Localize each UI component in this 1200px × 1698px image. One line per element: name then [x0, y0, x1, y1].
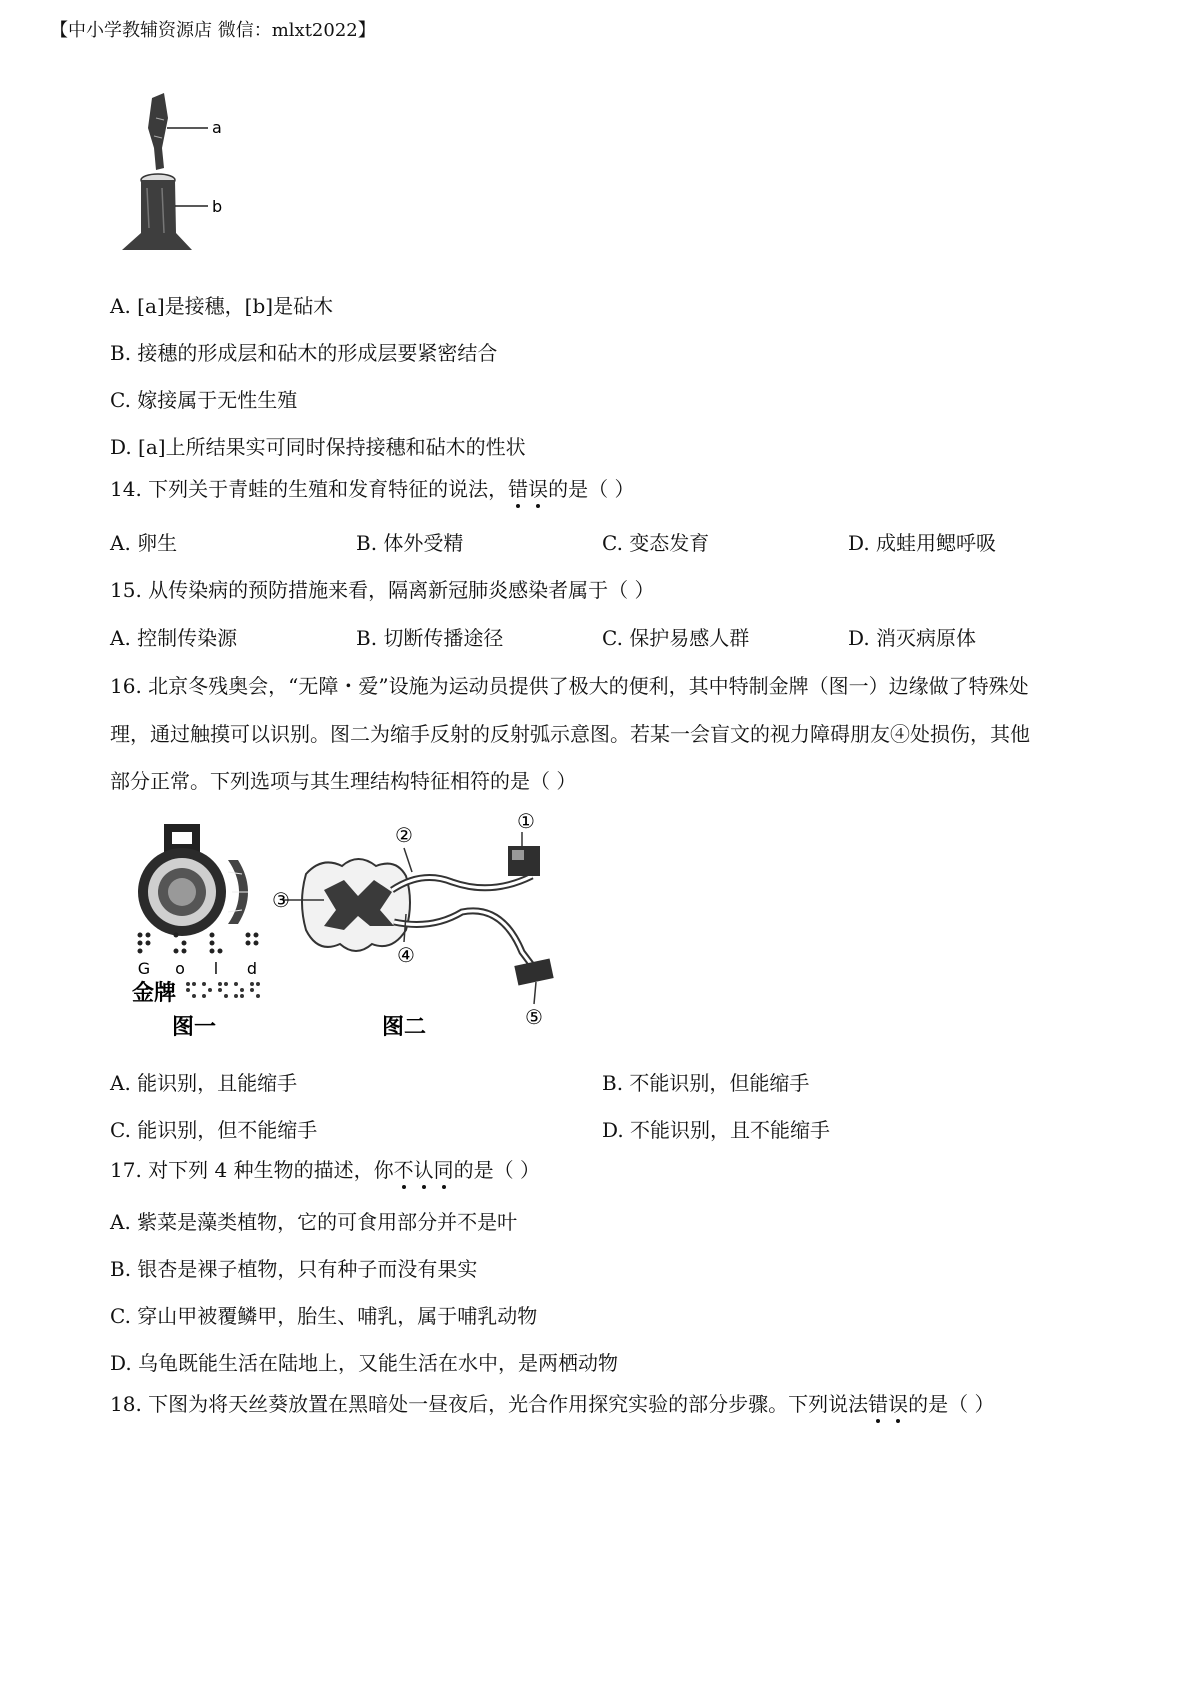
q17-option-d: D. 乌龟既能生活在陆地上，又能生活在水中，是两栖动物 [110, 1351, 619, 1375]
gold-medal-figure [132, 812, 282, 1042]
label-a: a [212, 118, 222, 137]
q14-option-b: B. 体外受精 [356, 531, 464, 555]
grafting-figure [112, 88, 252, 258]
braille-cells [138, 933, 259, 954]
q13-option-d: D. [a]上所结果实可同时保持接穗和砧木的性状 [110, 435, 526, 459]
q16-stem-line3: 部分正常。下列选项与其生理结构特征相符的是（ ） [110, 769, 577, 793]
q17-option-a: A. 紫菜是藻类植物，它的可食用部分并不是叶 [110, 1210, 518, 1234]
figure-one-title: 图一 [171, 1015, 217, 1040]
q14-option-d: D. 成蛙用鳃呼吸 [848, 531, 997, 555]
stock-shape [122, 180, 192, 250]
gold-letter-o: o [175, 959, 185, 978]
figure-two-title: 图二 [381, 1015, 427, 1040]
gold-medal-caption: 金牌 [132, 981, 177, 1006]
q13-option-b: B. 接穗的形成层和砧木的形成层要紧密结合 [110, 341, 498, 365]
q16-option-a: A. 能识别，且能缩手 [110, 1071, 298, 1095]
label-b: b [212, 197, 223, 216]
q17-stem: 17. 对下列 4 种生物的描述，你不认同的是（ ） [110, 1158, 540, 1182]
effector-box [514, 958, 553, 985]
marker-3: ③ [272, 888, 290, 912]
header-banner: 【中小学教辅资源店 微信：mlxt2022】 [50, 20, 376, 41]
q13-option-c: C. 嫁接属于无性生殖 [110, 388, 298, 412]
motor-nerve [394, 911, 534, 968]
marker-4: ④ [397, 943, 415, 967]
q16-option-b: B. 不能识别，但能缩手 [602, 1071, 810, 1095]
q16-stem-line2: 理，通过触摸可以识别。图二为缩手反射的反射弧示意图。若某一会盲文的视力障碍朋友④处损伤，其他 [110, 722, 1030, 746]
q15-option-b: B. 切断传播途径 [356, 626, 504, 650]
scion-shape [148, 93, 168, 170]
q16-stem-line1: 16. 北京冬残奥会，“无障・爱”设施为运动员提供了极大的便利，其中特制金牌（图一）边缘做了特殊处 [110, 674, 1029, 698]
q15-option-c: C. 保护易感人群 [602, 626, 750, 650]
q15-stem: 15. 从传染病的预防措施来看，隔离新冠肺炎感染者属于（ ） [110, 578, 655, 602]
marker-2: ② [395, 823, 413, 847]
q16-option-c: C. 能识别，但不能缩手 [110, 1118, 318, 1142]
gold-letter-d: d [246, 959, 258, 978]
q15-option-a: A. 控制传染源 [110, 626, 238, 650]
gold-letter-g: G [137, 959, 151, 978]
braille-caption-dots [186, 982, 260, 998]
q14-stem: 14. 下列关于青蛙的生殖和发育特征的说法，错误的是（ ） [110, 477, 635, 501]
gold-letter-l: l [213, 959, 219, 978]
reflex-arc-figure [272, 812, 562, 1042]
q16-option-d: D. 不能识别，且不能缩手 [602, 1118, 831, 1142]
q14-option-c: C. 变态发育 [602, 531, 710, 555]
marker-5: ⑤ [525, 1005, 543, 1029]
q17-option-b: B. 银杏是裸子植物，只有种子而没有果实 [110, 1257, 478, 1281]
q13-option-a: A. [a]是接穗，[b]是砧木 [110, 294, 334, 318]
q18-stem: 18. 下图为将天丝葵放置在黑暗处一昼夜后，光合作用探究实验的部分步骤。下列说法错误的是（ ） [110, 1392, 995, 1416]
q15-option-d: D. 消灭病原体 [848, 626, 977, 650]
marker-1: ① [517, 812, 535, 833]
q14-option-a: A. 卵生 [110, 531, 178, 555]
q17-option-c: C. 穿山甲被覆鳞甲，胎生、哺乳，属于哺乳动物 [110, 1304, 538, 1328]
